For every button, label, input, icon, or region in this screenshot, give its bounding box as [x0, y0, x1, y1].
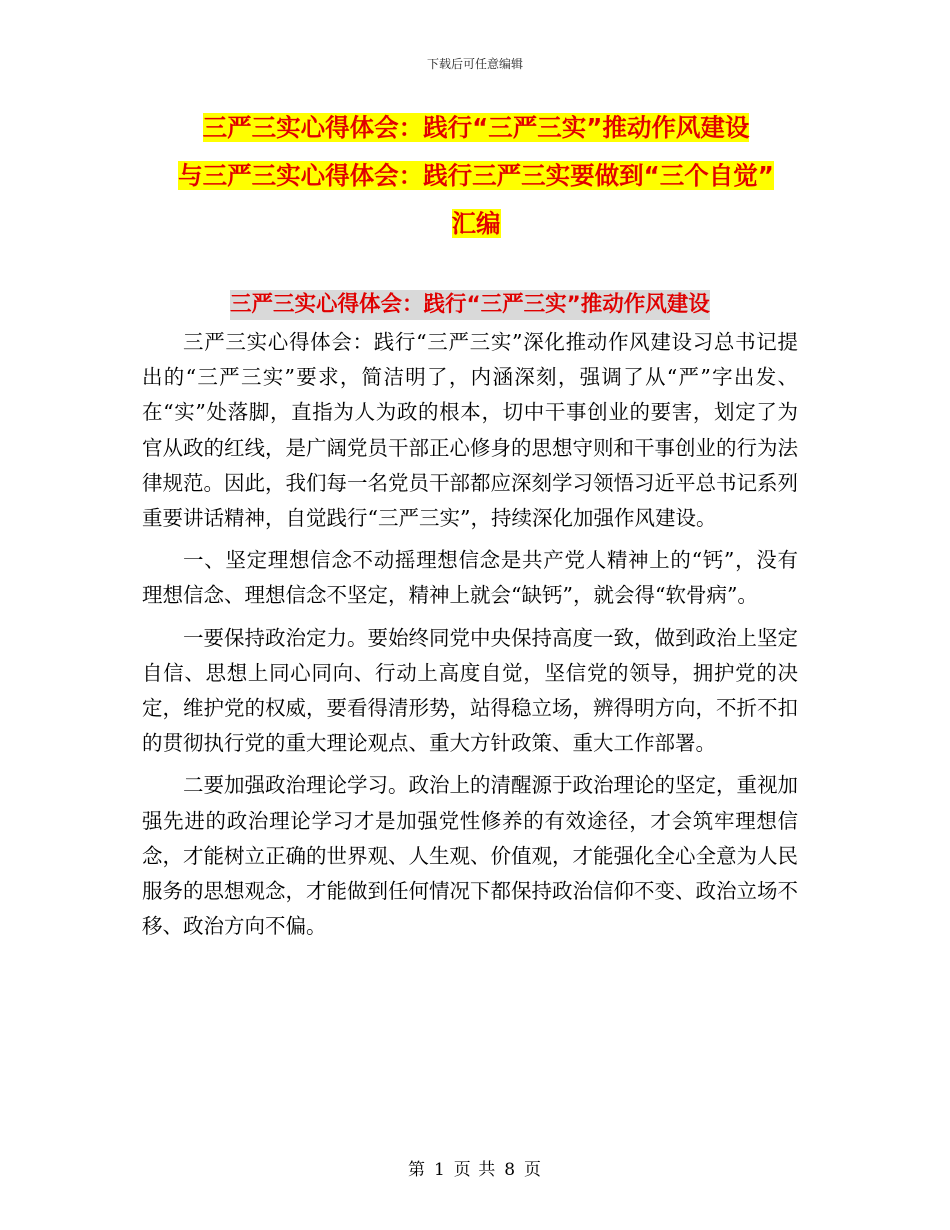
footer-suffix: 页 [524, 1160, 543, 1180]
section-title: 三严三实心得体会：践行“三严三实”推动作风建设 [230, 290, 710, 320]
paragraph: 一、坚定理想信念不动摇理想信念是共产党人精神上的“钙”，没有理想信念、理想信念不坚定，精神上就会“缺钙”，就会得“软骨病”。 [142, 548, 798, 608]
title-line-3-text: 汇编 [451, 209, 501, 238]
current-page-number: 1 [433, 1160, 446, 1180]
footer-middle: 页 共 [453, 1160, 497, 1180]
paragraph: 一要保持政治定力。要始终同党中央保持高度一致，做到政治上坚定自信、思想上同心同向、行动上高度自觉，坚信党的领导，拥护党的决定，维护党的权威，要看得清形势，站得稳立场，辨得明方向，不折不扣的贯彻执行党的重大理论观点、重大方针政策、重大工作部署。 [142, 625, 798, 756]
paragraph: 二要加强政治理论学习。政治上的清醒源于政治理论的坚定，重视加强先进的政治理论学习才是加强党性修养的有效途径，才会筑牢理想信念，才能树立正确的世界观、人生观、价值观，才能强化全心全意为人民服务的思想观念，才能做到任何情况下都保持政治信仰不变、政治立场不移、政治方向不偏。 [142, 773, 798, 939]
header-note: 下载后可任意编辑 [426, 57, 523, 71]
title-line-1 [142, 104, 810, 152]
title-line-1-text: 三严三实心得体会：践行“三严三实”推动作风建设 [202, 113, 750, 142]
document-title [142, 104, 810, 248]
body-text [142, 325, 798, 951]
page-footer [0, 1155, 950, 1180]
footer-prefix: 第 [407, 1160, 426, 1180]
total-pages-number: 8 [504, 1160, 517, 1180]
title-line-2-text: 与三严三实心得体会：践行三严三实要做到“三个自觉” [178, 161, 774, 190]
title-line-3 [142, 200, 810, 248]
title-line-2 [142, 152, 810, 200]
paragraph: 三严三实心得体会：践行“三严三实”深化推动作风建设习总书记提出的“三严三实”要求，简洁明了，内涵深刻，强调了从“严”字出发、在“实”处落脚，直指为人为政的根本，切中干事创业的要害，划定了为官从政的红线，是广阔党员干部正心修身的思想守则和干事创业的行为法律规范。因此，我们每一名党员干部都应深刻学习领悟习近平总书记系列重要讲话精神，自觉践行“三严三实”，持续深化加强作风建设。 [142, 330, 798, 531]
